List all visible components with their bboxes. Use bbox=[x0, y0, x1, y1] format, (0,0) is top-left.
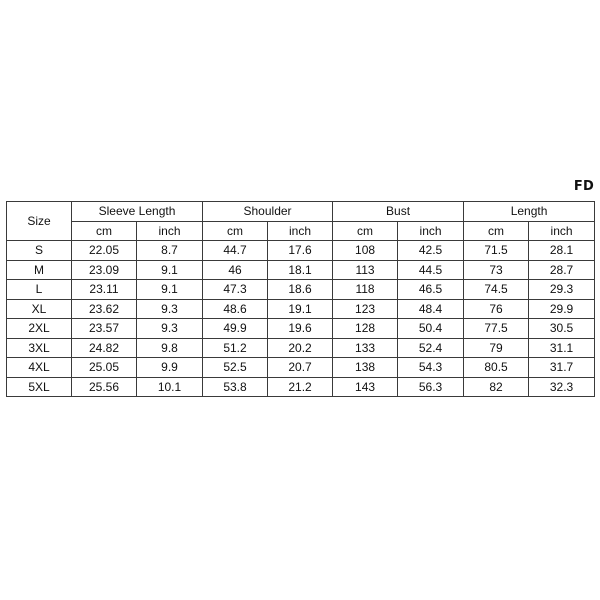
measurement-cell: 23.11 bbox=[72, 280, 137, 300]
measurement-cell: 50.4 bbox=[398, 319, 464, 339]
measurement-cell: 82 bbox=[464, 377, 529, 397]
brand-logo-text: FD bbox=[573, 179, 594, 194]
measurement-cell: 32.3 bbox=[529, 377, 595, 397]
table-row bbox=[7, 260, 595, 280]
measurement-cell: 25.05 bbox=[72, 358, 137, 378]
measurement-cell: 22.05 bbox=[72, 241, 137, 261]
unit-header-cm: cm bbox=[464, 221, 529, 241]
measurement-cell: 77.5 bbox=[464, 319, 529, 339]
measurement-cell: 9.3 bbox=[137, 299, 203, 319]
measurement-cell: 48.4 bbox=[398, 299, 464, 319]
size-cell: M bbox=[7, 260, 72, 280]
measurement-cell: 28.7 bbox=[529, 260, 595, 280]
measurement-cell: 29.9 bbox=[529, 299, 595, 319]
measurement-cell: 17.6 bbox=[268, 241, 333, 261]
measurement-cell: 9.3 bbox=[137, 319, 203, 339]
measurement-cell: 29.3 bbox=[529, 280, 595, 300]
measurement-cell: 80.5 bbox=[464, 358, 529, 378]
measurement-cell: 44.5 bbox=[398, 260, 464, 280]
measurement-cell: 19.6 bbox=[268, 319, 333, 339]
measurement-cell: 31.1 bbox=[529, 338, 595, 358]
measurement-cell: 19.1 bbox=[268, 299, 333, 319]
measurement-cell: 79 bbox=[464, 338, 529, 358]
group-header-row bbox=[7, 202, 595, 222]
measurement-cell: 28.1 bbox=[529, 241, 595, 261]
measurement-cell: 8.7 bbox=[137, 241, 203, 261]
size-chart-table bbox=[6, 201, 595, 397]
size-cell: L bbox=[7, 280, 72, 300]
measurement-cell: 9.8 bbox=[137, 338, 203, 358]
measurement-cell: 9.1 bbox=[137, 260, 203, 280]
measurement-cell: 123 bbox=[333, 299, 398, 319]
bust-header: Bust bbox=[333, 202, 464, 222]
measurement-cell: 49.9 bbox=[203, 319, 268, 339]
unit-header-inch: inch bbox=[268, 221, 333, 241]
table-row bbox=[7, 338, 595, 358]
table-row bbox=[7, 377, 595, 397]
shoulder-header: Shoulder bbox=[203, 202, 333, 222]
measurement-cell: 52.5 bbox=[203, 358, 268, 378]
unit-header-cm: cm bbox=[333, 221, 398, 241]
measurement-cell: 74.5 bbox=[464, 280, 529, 300]
measurement-cell: 71.5 bbox=[464, 241, 529, 261]
table-row bbox=[7, 299, 595, 319]
length-header: Length bbox=[464, 202, 595, 222]
size-cell: 3XL bbox=[7, 338, 72, 358]
measurement-cell: 56.3 bbox=[398, 377, 464, 397]
measurement-cell: 20.7 bbox=[268, 358, 333, 378]
measurement-cell: 138 bbox=[333, 358, 398, 378]
unit-header-cm: cm bbox=[203, 221, 268, 241]
measurement-cell: 73 bbox=[464, 260, 529, 280]
measurement-cell: 18.6 bbox=[268, 280, 333, 300]
size-cell: 5XL bbox=[7, 377, 72, 397]
unit-header-inch: inch bbox=[529, 221, 595, 241]
measurement-cell: 47.3 bbox=[203, 280, 268, 300]
unit-header-cm: cm bbox=[72, 221, 137, 241]
size-cell: 4XL bbox=[7, 358, 72, 378]
size-cell: XL bbox=[7, 299, 72, 319]
measurement-cell: 51.2 bbox=[203, 338, 268, 358]
unit-header-inch: inch bbox=[137, 221, 203, 241]
measurement-cell: 76 bbox=[464, 299, 529, 319]
measurement-cell: 31.7 bbox=[529, 358, 595, 378]
measurement-cell: 18.1 bbox=[268, 260, 333, 280]
measurement-cell: 23.57 bbox=[72, 319, 137, 339]
measurement-cell: 20.2 bbox=[268, 338, 333, 358]
table-row bbox=[7, 280, 595, 300]
measurement-cell: 46.5 bbox=[398, 280, 464, 300]
measurement-cell: 52.4 bbox=[398, 338, 464, 358]
measurement-cell: 9.1 bbox=[137, 280, 203, 300]
measurement-cell: 23.62 bbox=[72, 299, 137, 319]
size-cell: 2XL bbox=[7, 319, 72, 339]
table-row bbox=[7, 319, 595, 339]
measurement-cell: 42.5 bbox=[398, 241, 464, 261]
measurement-cell: 9.9 bbox=[137, 358, 203, 378]
measurement-cell: 108 bbox=[333, 241, 398, 261]
measurement-cell: 53.8 bbox=[203, 377, 268, 397]
table-row bbox=[7, 358, 595, 378]
table-row bbox=[7, 241, 595, 261]
unit-header-row bbox=[7, 221, 595, 241]
size-chart-body bbox=[7, 241, 595, 397]
measurement-cell: 30.5 bbox=[529, 319, 595, 339]
measurement-cell: 54.3 bbox=[398, 358, 464, 378]
measurement-cell: 48.6 bbox=[203, 299, 268, 319]
measurement-cell: 44.7 bbox=[203, 241, 268, 261]
size-column-header: Size bbox=[7, 202, 72, 241]
unit-header-inch: inch bbox=[398, 221, 464, 241]
measurement-cell: 128 bbox=[333, 319, 398, 339]
size-cell: S bbox=[7, 241, 72, 261]
measurement-cell: 113 bbox=[333, 260, 398, 280]
measurement-cell: 46 bbox=[203, 260, 268, 280]
measurement-cell: 23.09 bbox=[72, 260, 137, 280]
measurement-cell: 10.1 bbox=[137, 377, 203, 397]
measurement-cell: 25.56 bbox=[72, 377, 137, 397]
sleeve-length-header: Sleeve Length bbox=[72, 202, 203, 222]
measurement-cell: 21.2 bbox=[268, 377, 333, 397]
measurement-cell: 24.82 bbox=[72, 338, 137, 358]
measurement-cell: 118 bbox=[333, 280, 398, 300]
measurement-cell: 133 bbox=[333, 338, 398, 358]
measurement-cell: 143 bbox=[333, 377, 398, 397]
